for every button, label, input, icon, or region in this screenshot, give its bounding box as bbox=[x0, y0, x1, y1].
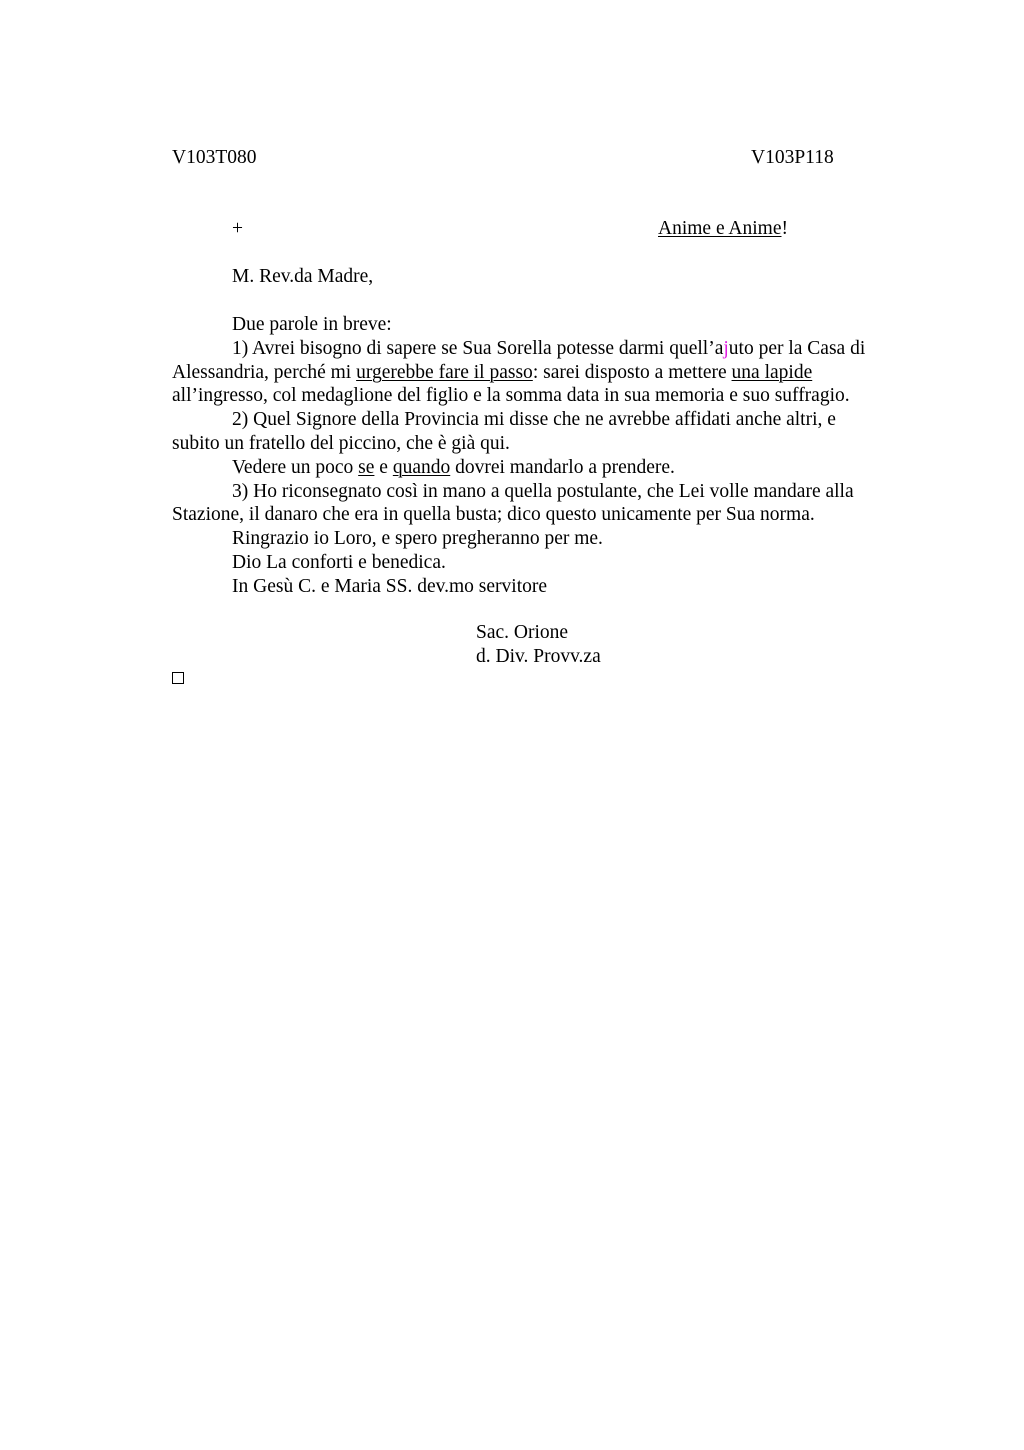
body-text: e bbox=[374, 456, 393, 478]
checkbox-icon bbox=[172, 672, 184, 684]
body-text: Dio La conforti e benedica. bbox=[232, 551, 446, 573]
body-text: : sarei disposto a mettere bbox=[532, 361, 732, 383]
body-line bbox=[172, 456, 932, 480]
body-line bbox=[172, 337, 932, 361]
body-text: 3) Ho riconsegnato così in mano a quella postulante, che Lei volle mandare alla bbox=[232, 480, 854, 502]
letter-title-underlined: Anime e Anime bbox=[658, 218, 782, 239]
underlined-text: se bbox=[358, 456, 375, 478]
body-line bbox=[172, 480, 932, 504]
body-line bbox=[172, 503, 932, 527]
body-line bbox=[172, 551, 932, 575]
body-text: uto per la Casa di bbox=[728, 337, 866, 359]
body-line bbox=[172, 384, 932, 408]
body-text: Ringrazio io Loro, e spero pregheranno per me. bbox=[232, 528, 603, 550]
letter-title bbox=[658, 217, 788, 241]
body-text: dovrei mandarlo a prendere. bbox=[450, 456, 675, 478]
cross-mark: + bbox=[232, 218, 243, 239]
body-text: Vedere un poco bbox=[232, 456, 359, 478]
underlined-text: quando bbox=[392, 456, 451, 478]
body-text: 1) Avrei bisogno di sapere se Sua Sorella potesse darmi quell’a bbox=[232, 337, 724, 359]
body-text: all’ingresso, col medaglione del figlio e la somma data in sua memoria e suo suffragio. bbox=[172, 385, 850, 407]
signature-line-2: d. Div. Provv.za bbox=[476, 646, 601, 667]
body-line bbox=[172, 361, 932, 385]
body-text: In Gesù C. e Maria SS. dev.mo servitore bbox=[232, 575, 548, 597]
salutation: M. Rev.da Madre, bbox=[232, 266, 374, 287]
letter-body bbox=[172, 313, 932, 599]
body-line bbox=[172, 575, 932, 599]
body-text: subito un fratello del piccino, che è già qui. bbox=[172, 432, 510, 454]
body-line bbox=[172, 313, 932, 337]
body-text: Stazione, il danaro che era in quella busta; dico questo unicamente per Sua norma. bbox=[172, 504, 815, 526]
underlined-text: urgerebbe fare il passo bbox=[356, 361, 533, 383]
signature-line-1: Sac. Orione bbox=[476, 622, 569, 643]
body-text: Alessandria, perché mi bbox=[172, 361, 357, 383]
body-line bbox=[172, 527, 932, 551]
highlighted-letter: j bbox=[723, 337, 729, 359]
letter-title-suffix: ! bbox=[781, 218, 788, 239]
body-line bbox=[172, 408, 932, 432]
body-line bbox=[172, 432, 932, 456]
body-text: 2) Quel Signore della Provincia mi disse che ne avrebbe affidati anche altri, e bbox=[232, 409, 836, 431]
doc-code-right: V103P118 bbox=[751, 147, 834, 168]
underlined-text: una lapide bbox=[731, 361, 813, 383]
body-text: Due parole in breve: bbox=[232, 314, 392, 335]
doc-code-left: V103T080 bbox=[172, 147, 257, 168]
